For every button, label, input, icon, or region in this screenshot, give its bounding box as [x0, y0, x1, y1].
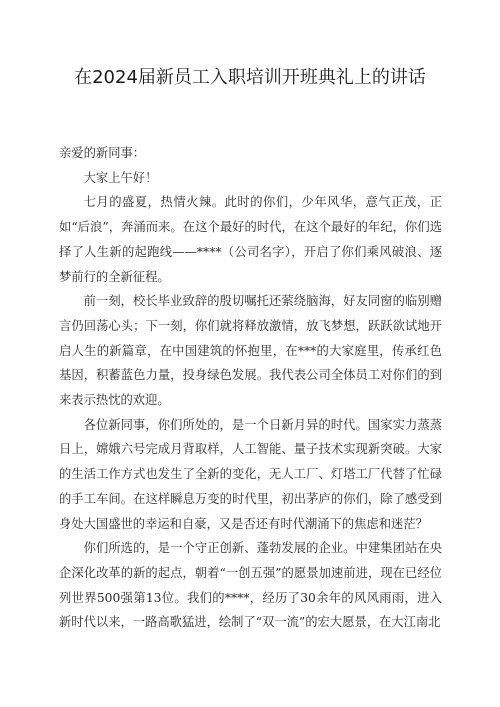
paragraph-3: 各位新同事，你们所处的，是一个日新月异的时代。国家实力蒸蒸日上，嫦娥六号完成月背取样，人工智能、量子技术实现新突破。大家的生活工作方式也发生了全新的变化，无人工厂、灯塔工厂代替了忙碌的手工车间。在这样瞬息万变的时代里，初出茅庐的你们，除了感受到身处大国盛世的幸运和自豪，又是否还有时代潮涌下的焦虑和迷茫？ [59, 417, 442, 531]
paragraph-2: 前一刻，校长毕业致辞的殷切嘱托还萦绕脑海，好友同窗的临别赠言仍回荡心头；下一刻，你们就将释放激情，放飞梦想，跃跃欲试地开启人生的新篇章，在中国建筑的怀抱里，在***的大家庭里，传承红色基因，积蓄蓝色力量，投身绿色发展。我代表公司全体员工对你们的到来表示热忱的欢迎。 [59, 294, 442, 408]
paragraph-4: 你们所选的，是一个守正创新、蓬勃发展的企业。中建集团站在央企深化改革的新的起点，朝着“一创五强”的愿景加速前进，现在已经位列世界500强第13位。我们的****，经历了30余年的风风雨雨，进入新时代以来，一路高歌猛进，绘制了“双一流”的宏大愿景，在大江南北 [59, 541, 442, 630]
document-body [59, 141, 442, 635]
document-title: 在2024届新员工入职培训开班典礼上的讲话 [74, 67, 426, 88]
paragraph-greeting: 大家上午好！ [83, 170, 158, 185]
salutation: 亲爱的新同事： [59, 146, 146, 160]
paragraph-1: 七月的盛夏，热情火辣。此时的你们，少年风华，意气正茂，正如“后浪”，奔涌而来。在这个最好的时代，在这个最好的年纪，你们选择了人生新的起跑线——****（公司名字），开启了你们乘风破浪、逐梦前行的全新征程。 [59, 195, 442, 284]
